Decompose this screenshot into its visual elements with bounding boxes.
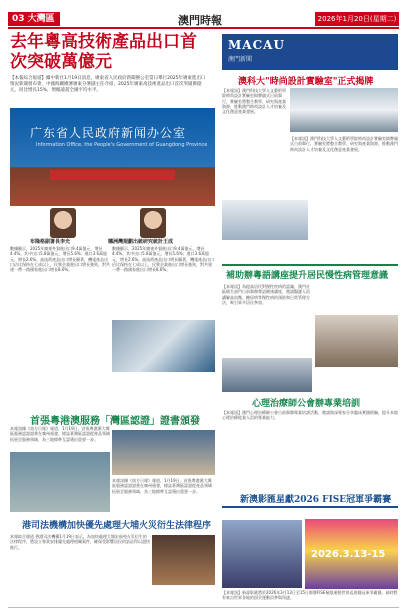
news2-headline: 補助辦粵語講座提升居民慢性病管理意識 <box>226 271 389 281</box>
news4-rule <box>222 506 398 508</box>
news2-text: 【本報訊】為提高居民對慢性疾病的認識，澳門社區衛生部門日前舉辦粵語健康講座，邀請醫護人員講解高血壓、糖尿病等慢性病的預防和日常管理方法，吸引眾多居民參加。 <box>222 284 310 305</box>
macau-masthead <box>222 34 398 70</box>
news2-rule <box>222 264 398 266</box>
banner-title: 广东省人民政府新闻办公室 <box>30 126 187 140</box>
speaker-photo-2 <box>140 208 166 238</box>
lab-opening-photo <box>290 88 398 132</box>
section-label: 03 大灣區 <box>8 12 60 26</box>
footer-rule <box>8 607 399 608</box>
article-body-right: 數據顯示，2025年廣東外貿進出口9.4萬億元，增長4.4%。其中出口5.8萬億元，增長5.6%；進口3.6萬億元，增長2.6%。高技術產品出口增長顯著，機電產品出口佔比保持在七成以上，民營企業進出口增長強勁，對共建一帶一路國家進出口增長8.6%。 <box>112 246 215 273</box>
fise-poster <box>305 519 398 589</box>
visit-text-2: 本報訊據《南方日報》報道，1月19日，首張粵港澳大灣區服務認證證書在廣州頒發，標誌著灣區認證從產品領域拓展至服務領域，為三地標準互認邁出重要一步。 <box>112 478 212 494</box>
poster-date: 2026.3.13-15 <box>311 549 386 560</box>
visit-text: 本報訊據《南方日報》報道，1月19日，首張粵港澳大灣區服務認證證書在廣州頒發，標誌著灣區認證從產品領域拓展至服務領域，為三地標準互認邁出重要一步。 <box>10 426 110 442</box>
news4-text: 【本報訊】新濠影匯將於2026年3月13日至15日舉辦FISE極限運動世界巡迴賽冠軍爭霸賽，屆時將有來自世界各地的頂尖運動員參與角逐。 <box>222 590 398 601</box>
lecture-photo <box>222 358 312 392</box>
conference-table <box>50 170 175 180</box>
article-body-left: 數據顯示，2025年廣東外貿進出口9.4萬億元，增長4.4%。其中出口5.8萬億元，增長5.6%；進口3.6萬億元，增長2.6%。高技術產品出口增長顯著，機電產品出口佔比保持在七成以上，民營企業進出口增長強勁，對共建一帶一路國家進出口增長8.6%。 <box>10 246 110 273</box>
fise-event-photo <box>222 520 302 588</box>
press-conference-photo <box>10 108 215 206</box>
newspaper-logo: 澳門時報 <box>178 14 222 27</box>
health-talk-photo <box>315 315 398 367</box>
lab-interior-photo <box>222 200 308 240</box>
macau-title: MACAU <box>228 38 285 52</box>
main-lead: 【本報綜合報道】據中新社1月19日消息，廣東省人民政府新聞辦公室當日舉行2025年廣東進出口情況新聞發布會，中國海關總署廣東分署副主任介紹，2025年廣東高技術產品出口首次突破萬億元，同比增長15%，增幅遠超全國平均水平。 <box>10 76 206 93</box>
news3-headline: 心理治療師公會辦專業培訓 <box>252 399 361 409</box>
law-photo <box>152 535 215 585</box>
issue-date: 2026年1月20日(星期二) <box>315 12 399 26</box>
speaker-portraits <box>10 208 215 245</box>
law-text: 本報綜合報道 香港司法機構1月19日表示，為加快處理大埔宏福苑火災衍生的法律程序，將設立專責安排優先處理相關案件，確保受影響居民的訴訟得以盡快進行。 <box>10 534 150 550</box>
law-headline: 港司法機構加快優先處理大埔火災衍生法律程序 <box>22 521 212 531</box>
banner-subtitle: Information Office, the People's Government of Guangdong Province <box>36 142 208 148</box>
speaker-caption-2: 穗洲灣規劃出統研究統計王成 <box>108 239 174 245</box>
port-photo <box>112 320 215 372</box>
header-rule <box>8 27 399 29</box>
news3-text: 【本報訊】澳門心理治療師公會日前舉辦專業培訓活動，邀請資深專家分享臨床實踐經驗，提升本地心理治療從業人員的專業能力。 <box>222 410 398 421</box>
news1-text-2: 【本報訊】澳門科技大學人文藝術學院時尚設計實驗室揭牌儀式日前舉行，實驗室將整合教學、研究與產業資源，推動澳門時尚設計人才培養及文化創意產業發展。 <box>290 136 398 152</box>
macau-subtitle: 澳門新聞 <box>228 56 253 63</box>
page-header <box>0 0 407 30</box>
news1-headline: 澳科大"時尚設計實驗室"正式揭牌 <box>238 77 374 87</box>
visit-photo <box>10 452 110 512</box>
certificate-photo <box>112 430 215 475</box>
speaker-caption-1: 布隆格副署長李光 <box>30 239 71 245</box>
visit-headline: 首張粵港澳服務「灣區認證」證書頒發 <box>30 416 200 427</box>
news4-headline: 新澳影匯星獻2026 FISE冠軍爭霸賽 <box>240 495 392 505</box>
news1-text: 【本報訊】澳門科技大學人文藝術學院時尚設計實驗室揭牌儀式日前舉行，實驗室將整合教學、研究與產業資源，推動澳門時尚設計人才培養及文化創意產業發展。 <box>222 88 286 115</box>
main-headline: 去年粵高技術產品出口首次突破萬億元 <box>10 32 197 72</box>
speaker-photo-1 <box>50 208 76 238</box>
